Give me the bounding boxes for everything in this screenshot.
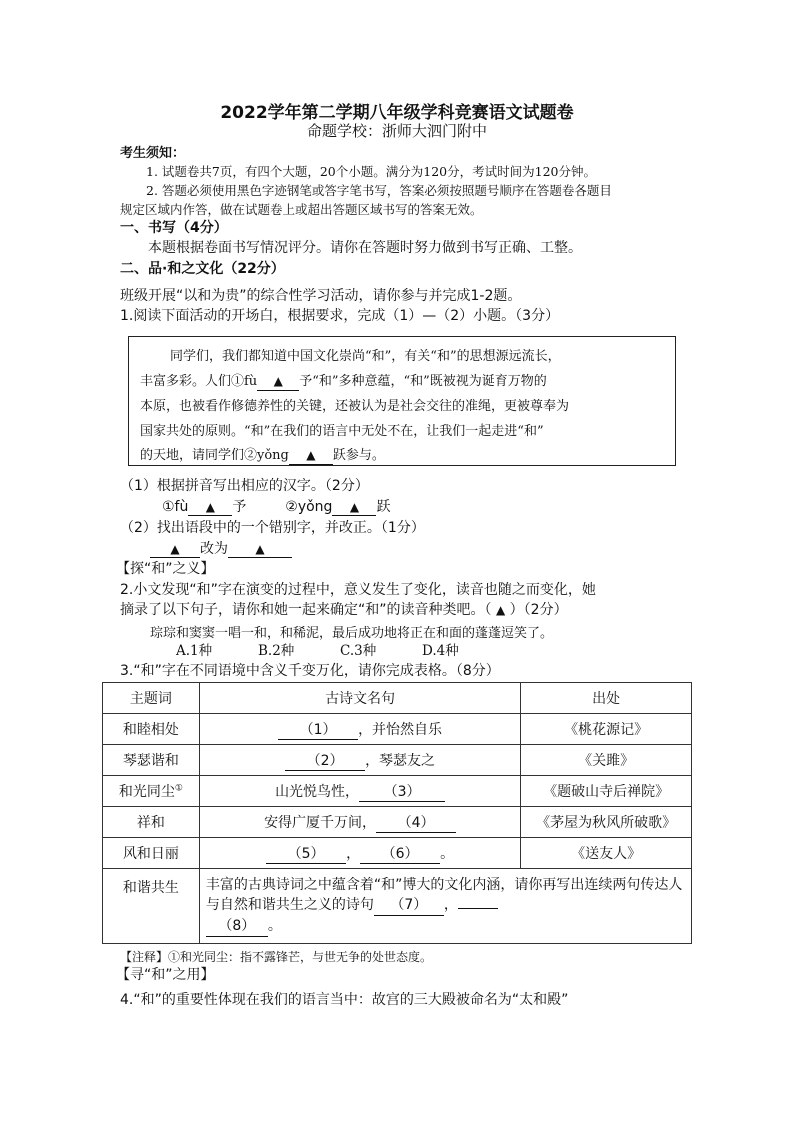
pinyin-fu: ①fù: [162, 499, 189, 515]
table-row: [103, 745, 692, 776]
verse-text: 山光悦鸟性，: [275, 783, 360, 800]
option-c: C.3种: [340, 643, 377, 659]
header-source: 出处: [521, 683, 692, 714]
verse-cell: [199, 807, 520, 838]
question-1-1-blanks: [162, 497, 390, 517]
answer-blank: （3）: [359, 781, 445, 802]
footnote-marker: ①: [174, 783, 183, 794]
answer-blank: （6）: [360, 843, 440, 864]
table-row: [103, 714, 692, 745]
verse-text: ，琴瑟友之: [365, 752, 436, 769]
header-verse: 古诗文名句: [199, 683, 520, 714]
passage-line-4: 国家共处的原则。“和”在我们的语言中无处不在，让我们一起走进“和”: [140, 424, 544, 439]
verse-text: 安得广厦千万间，: [264, 814, 377, 831]
verse-cell: [199, 714, 520, 745]
answer-blank: （2）: [285, 750, 365, 771]
table-row: [103, 869, 692, 944]
notice-line-1: 1. 试题卷共7页，有四个大题，20个小题。满分为120分，考试时间为120分钟。: [146, 164, 596, 179]
triangle-marker: ▲: [255, 542, 265, 556]
char-yu: 予: [232, 499, 247, 515]
question-1: 1.阅读下面活动的开场白，根据要求，完成（1）—（2）小题。（3分）: [120, 308, 560, 324]
verse-cell: [199, 745, 520, 776]
section1-heading: 一、书写（4分）: [120, 220, 228, 236]
topic-cell: [103, 776, 200, 807]
header-topic: 主题词: [103, 683, 200, 714]
passage-line-3: 本原，也被看作修德养性的关键，还被认为是社会交往的准绳，更被尊奉为: [140, 399, 570, 414]
question-1-2: （2）找出语段中的一个错别字，并改正。（1分）: [120, 520, 425, 536]
topic-cell: 琴瑟谐和: [103, 745, 200, 776]
verse-text: 。: [440, 845, 455, 862]
topic-cell: 和谐共生: [103, 869, 200, 944]
question-2-sentence: 琮琮和窦窦一唱一和，和稀泥，最后成功地将正在和面的蓬蓬逗笑了。: [150, 626, 554, 641]
harmony-prompt-cell: [199, 869, 691, 944]
topic-text: 和光同尘: [118, 784, 175, 800]
answer-blank: （5）: [266, 843, 346, 864]
triangle-marker: ▲: [495, 603, 506, 617]
prompt-text: 丰富的古典诗词之中蕴含着“和”博大的文化内涵，请你再写出连续两句传达人与自然和谐共生之义的诗句: [205, 877, 683, 913]
answer-blank: （8）: [206, 916, 268, 937]
question-2-score: ）（2分）: [509, 602, 568, 618]
option-a: A.1种: [176, 643, 213, 659]
triangle-marker: ▲: [273, 374, 283, 388]
table-header-row: [103, 683, 692, 714]
question-2-line-1: 2.小文发现“和”字在演变的过程中，意义发生了变化，读音也随之而变化，她: [120, 582, 596, 598]
school-name: 命题学校：浙师大泗门附中: [306, 122, 487, 140]
verse-text: ，并怡然自乐: [358, 721, 443, 738]
answer-blank-yong: [289, 447, 333, 465]
blank-yong: [332, 499, 376, 516]
passage-line-5: [140, 444, 385, 465]
poem-table: [102, 682, 692, 944]
triangle-marker: ▲: [170, 542, 180, 556]
verse-cell: [199, 838, 520, 869]
option-b: B.2种: [258, 643, 295, 659]
passage-line-2a: 丰富多彩。人们①fù: [140, 374, 258, 389]
section1-text: 本题根据卷面书写情况评分。请你在答题时努力做到书写正确、工整。: [148, 240, 582, 256]
source-cell: 《题破山寺后禅院》: [521, 776, 692, 807]
answer-blank: [458, 908, 498, 909]
topic-cell: 风和日丽: [103, 838, 200, 869]
question-4: 4.“和”的重要性体现在我们的语言当中：故宫的三大殿被命名为“太和殿”: [120, 992, 569, 1008]
page-title: 2022学年第二学期八年级学科竞赛语文试题卷: [220, 103, 574, 123]
explore-heading: 【探“和”之义】: [116, 561, 215, 577]
passage-line-5b: 跃参与。: [332, 448, 385, 463]
source-cell: 《桃花源记》: [521, 714, 692, 745]
question-1-2-blanks: [150, 539, 292, 559]
question-1-1: （1）根据拼音写出相应的汉字。（2分）: [120, 478, 369, 494]
triangle-marker: ▲: [306, 448, 316, 462]
blank-fu: [188, 499, 232, 516]
section2-heading: 二、品·和之文化（22分）: [120, 261, 285, 277]
table-row: [103, 838, 692, 869]
blank-correct-char: [228, 541, 292, 558]
table-row: [103, 807, 692, 838]
passage-line-5a: 的天地，请同学们②yǒng: [140, 448, 289, 463]
footnote: 【注释】①和光同尘：指不露锋芒，与世无争的处世态度。: [120, 950, 433, 964]
change-to-label: 改为: [200, 541, 228, 557]
topic-cell: 祥和: [103, 807, 200, 838]
answer-blank: （1）: [278, 719, 358, 740]
passage-line-2b: 予“和”多种意蕴，“和”既被视为诞育万物的: [299, 374, 547, 389]
prompt-text: ，: [443, 897, 458, 913]
blank-wrong-char: [150, 541, 200, 558]
triangle-marker: ▲: [349, 500, 360, 514]
notice-line-2: 2. 答题必须使用黑色字迹钢笔或答字笔书写，答案必须按照题号顺序在答题卷各题目: [146, 183, 612, 198]
answer-blank-fu: [257, 373, 299, 391]
prompt-text: 。: [267, 918, 282, 934]
passage-line-1: 同学们，我们都知道中国文化崇尚“和”，有关“和”的思想源远流长，: [170, 349, 561, 364]
char-yue: 跃: [376, 499, 391, 515]
verse-text: ，: [346, 845, 361, 862]
seek-heading: 【寻“和”之用】: [116, 967, 215, 983]
topic-cell: 和睦相处: [103, 714, 200, 745]
table-row: [103, 776, 692, 807]
source-cell: 《送友人》: [521, 838, 692, 869]
answer-blank: （4）: [376, 812, 456, 833]
question-2-text: 摘录了以下句子，请你和她一起来确定“和”的读音种类吧。（: [120, 602, 492, 618]
passage-line-2: [140, 370, 547, 391]
triangle-marker: ▲: [205, 500, 215, 514]
notice-line-3: 规定区域内作答，做在试题卷上或超出答题区域书写的答案无效。: [120, 202, 483, 217]
pinyin-yong: ②yǒng: [285, 499, 333, 515]
notice-heading: 考生须知：: [120, 146, 186, 161]
question-3: 3.“和”字在不同语境中含义千变万化，请你完成表格。（8分）: [120, 663, 500, 679]
question-2-line-2: [120, 600, 568, 620]
source-cell: 《茅屋为秋风所破歌》: [521, 807, 692, 838]
option-d: D.4种: [422, 643, 459, 659]
question-2-options: [176, 641, 459, 661]
answer-blank: （7）: [374, 895, 444, 916]
source-cell: 《关雎》: [521, 745, 692, 776]
section2-intro: 班级开展“以和为贵”的综合性学习活动，请你参与并完成1-2题。: [120, 288, 522, 304]
verse-cell: [199, 776, 520, 807]
